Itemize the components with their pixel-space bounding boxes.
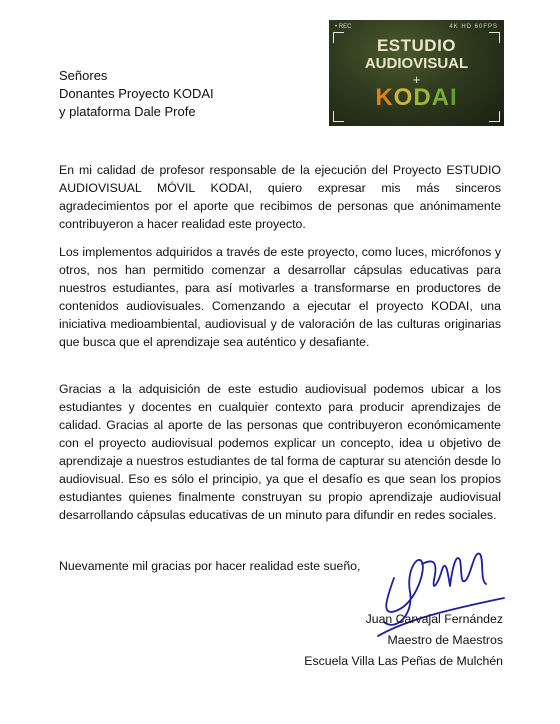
paragraph-implements: Los implementos adquiridos a través de este proyecto, como luces, micrófonos y otros, nos han permitido comenzar a desarrollar cápsulas educativas para nuestros estudiantes, para así motivarles a transformarse en productores de contenidos audiovisuales. Comenzando a ejecutar el proyecto KODAI, una iniciativa medioambiental, audiovisual y de valoración de las culturas originarias que busca que el aprendizaje sea auténtico y desafiante. — [59, 245, 501, 350]
signature-block — [304, 609, 503, 672]
signer-name: Juan Carvajal Fernández — [365, 612, 503, 626]
brand-letter: I — [450, 84, 458, 111]
paragraph-closing: Nuevamente mil gracias por hacer realidad este sueño, — [59, 559, 361, 574]
viewfinder-corner-icon — [489, 111, 500, 122]
brand-letter: D — [413, 84, 432, 111]
rec-indicator: • REC — [335, 24, 352, 30]
paragraph-studio: Gracias a la adquisición de este estudio audiovisual podemos ubicar a los estudiantes y docentes en cualquier contexto para producir aprendizajes de calidad. Gracias al aporte de las personas que contribuyeron económicamente con el proyecto audiovisual podemos explicar un concepto, idea u objetivo de aprendizaje a nuestros estudiantes de tal forma de capturar su atención desde lo audiovisual. Eso es sólo el principio, ya que el desafío es que sean los propios estudiantes quienes finalmente construyan su propio aprendizaje audiovisual desarrollando cápsulas educativas de un minuto para difundir en redes sociales. — [59, 382, 501, 523]
signer-role: Maestro de Maestros — [387, 633, 503, 647]
logo-line-2: AUDIOVISUAL — [364, 55, 469, 72]
addressee-line: Señores — [59, 68, 108, 83]
paragraph-gratitude: En mi calidad de profesor responsable de la ejecución del Proyecto ESTUDIO AUDIOVISUAL MÓVIL KODAI, quiero expresar mis más sinceros agradecimientos por el aporte que recibimos de personas que anónimamente contribuyeron a hacer realidad este proyecto. — [59, 163, 501, 232]
brand-letter: K — [375, 84, 394, 111]
logo-plus: + — [412, 72, 421, 87]
camera-hud-badges: 4K HD 60FPS — [449, 24, 498, 30]
kodai-wordmark — [329, 84, 504, 112]
brand-letter: A — [431, 84, 451, 111]
viewfinder-corner-icon — [333, 111, 344, 122]
logo-line-1: ESTUDIO — [376, 36, 457, 55]
brand-letter: O — [393, 84, 414, 111]
addressee-line: y plataforma Dale Profe — [59, 104, 196, 119]
signer-school: Escuela Villa Las Peñas de Mulchén — [304, 654, 503, 668]
estudio-audiovisual-kodai-logo — [329, 20, 504, 126]
addressee-block — [59, 67, 214, 121]
addressee-line: Donantes Proyecto KODAI — [59, 86, 214, 101]
